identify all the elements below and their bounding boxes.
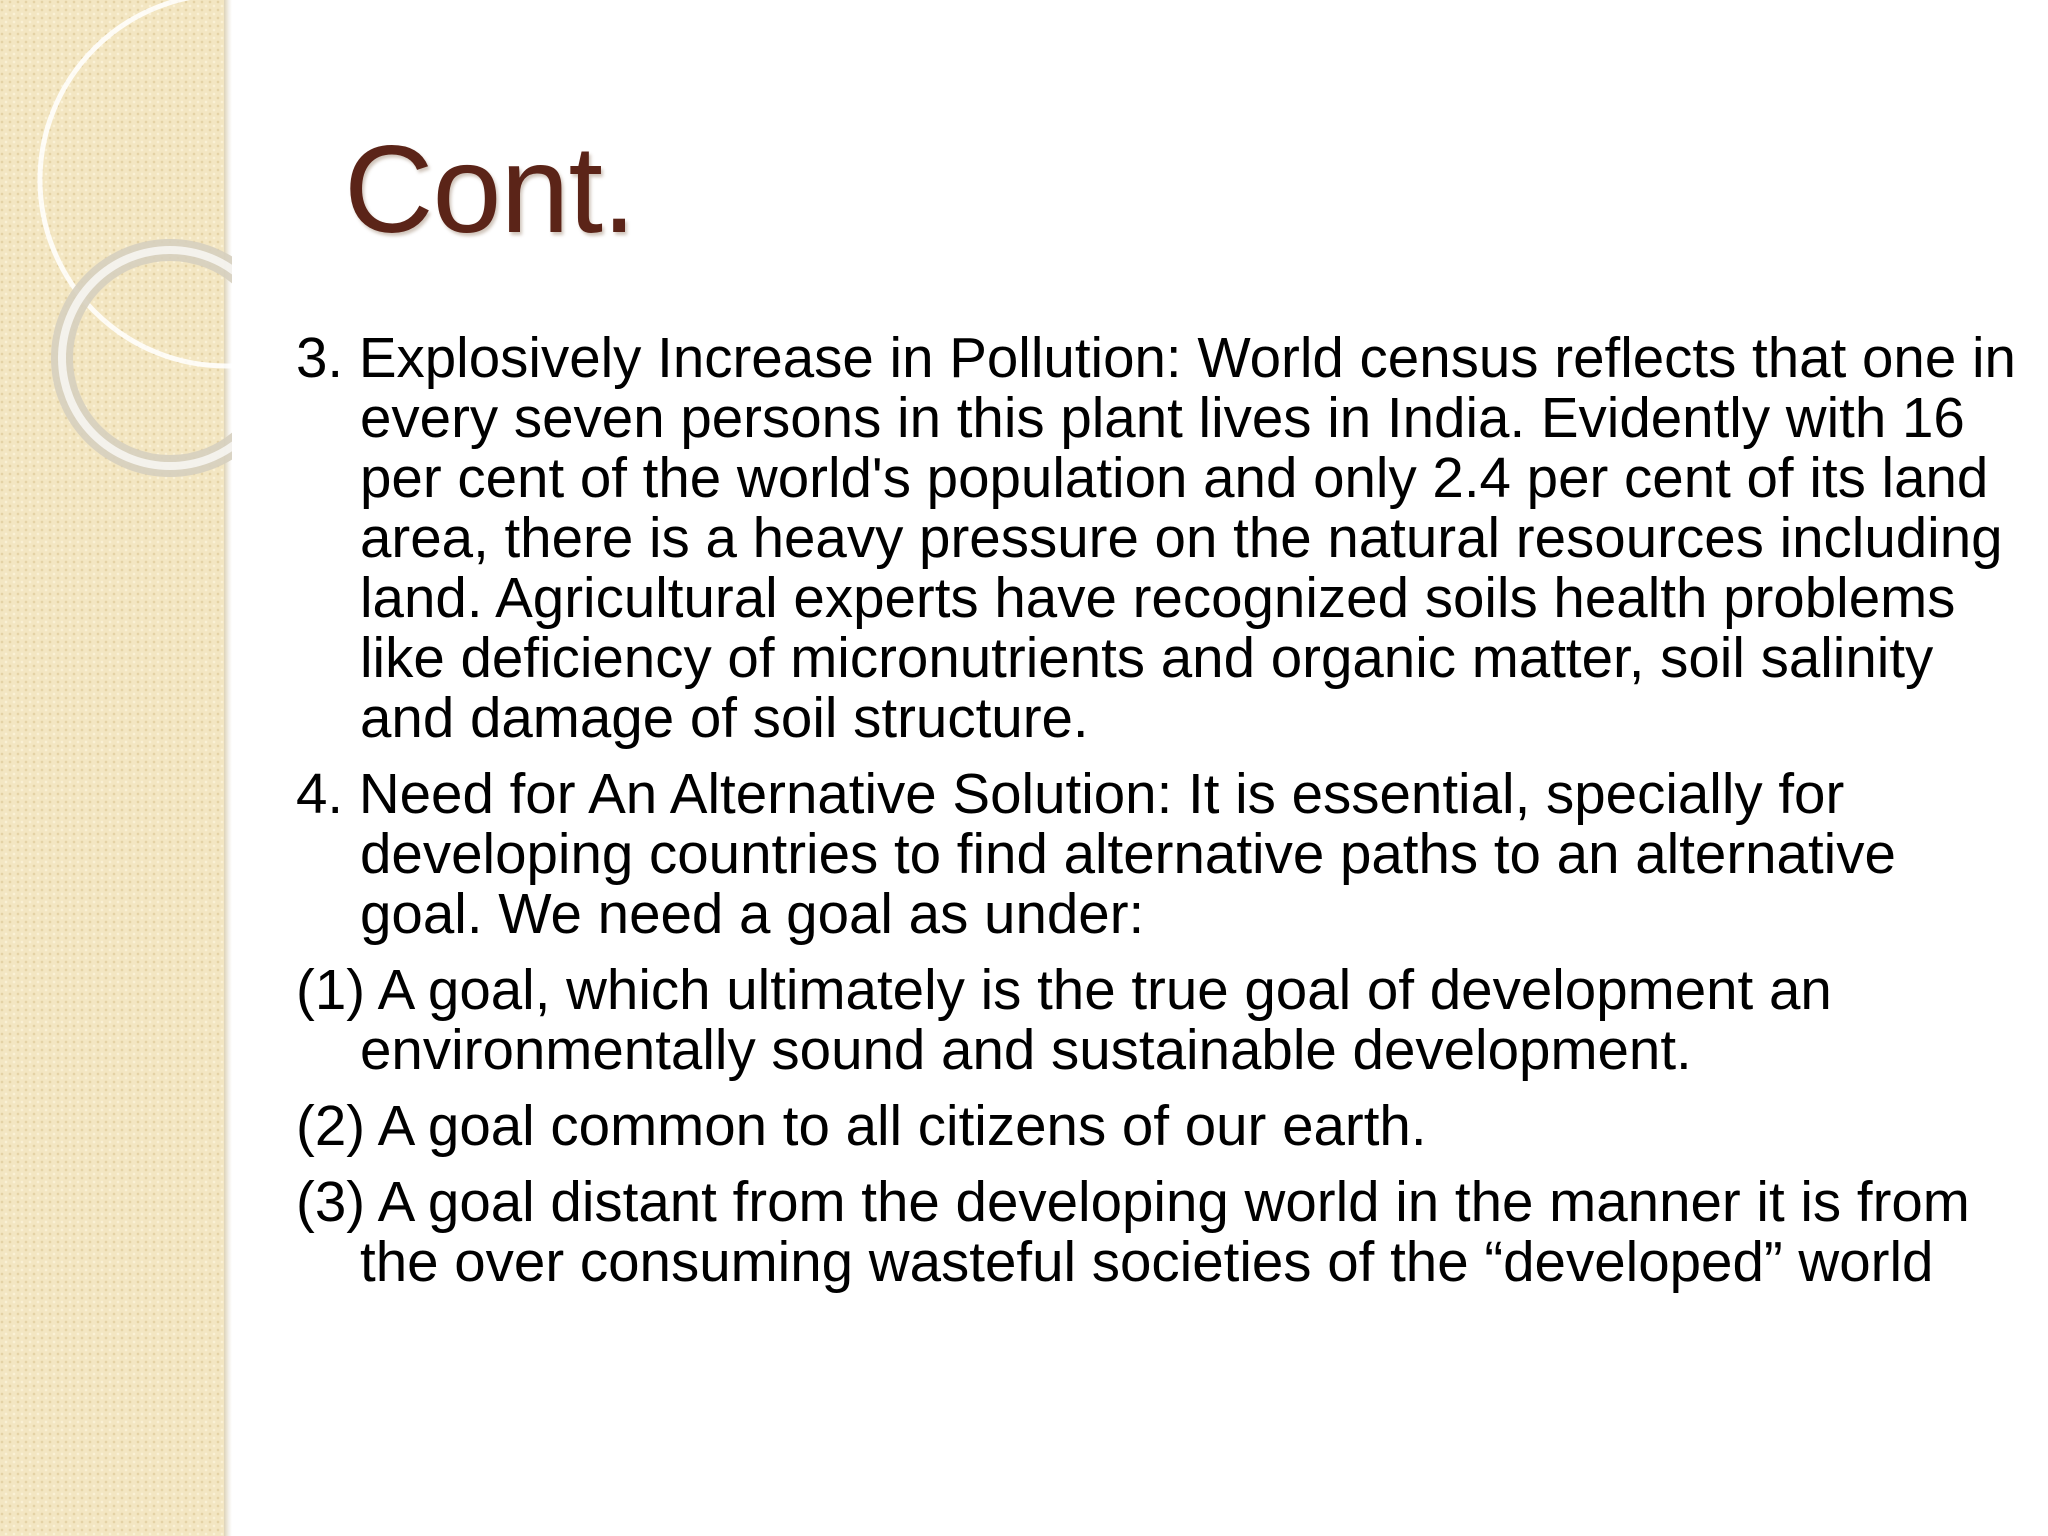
paragraph-pollution: 3. Explosively Increase in Pollution: World census reflects that one in every seven persons in this plant lives in India. Evidently with 16 per cent of the world's population and only 2.4 per cent of its land area, there is a heavy pressure on the natural resources including land. Agricultural experts have recognized soils health problems like deficiency of micronutrients and organic matter, soil salinity and damage of soil structure.: [296, 326, 2016, 749]
goal-item-1: (1) A goal, which ultimately is the true goal of development an environmentally sound and sustainable development.: [296, 958, 1832, 1081]
slide-title: Cont.: [344, 121, 636, 259]
paragraph-alternative-solution: 4. Need for An Alternative Solution: It is essential, specially for developing countries to find alternative paths to an alternative goal. We need a goal as under:: [296, 762, 1896, 945]
slide-body: [296, 328, 2016, 1308]
goal-item-2: (2) A goal common to all citizens of our earth.: [296, 1094, 1427, 1157]
goal-item-3: (3) A goal distant from the developing world in the manner it is from the over consuming wasteful societies of the “developed” world: [296, 1170, 1970, 1293]
small-ring: [62, 250, 232, 466]
decorative-rings: [0, 0, 232, 520]
